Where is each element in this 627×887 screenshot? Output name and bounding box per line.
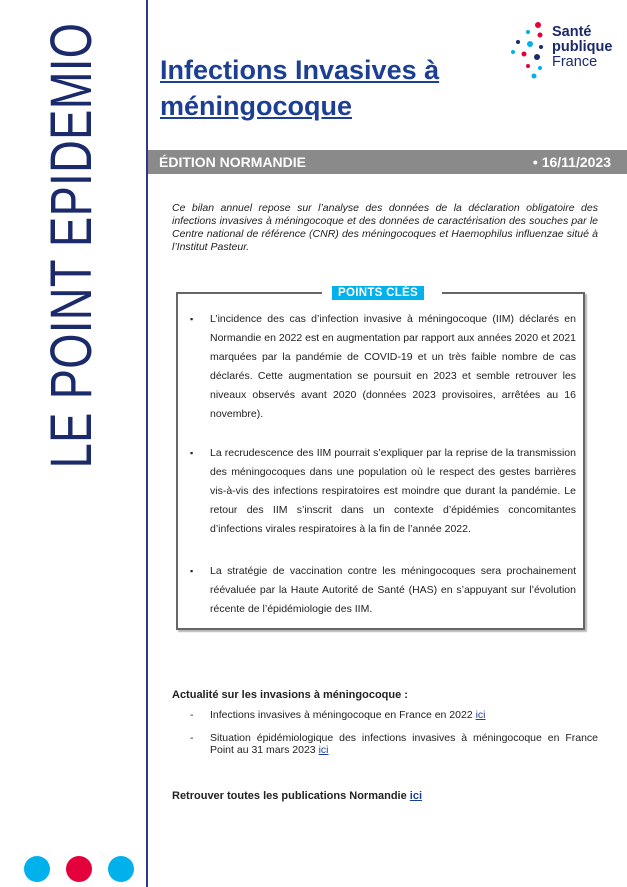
key-point-item: ▪ L’incidence des cas d’infection invasive à méningocoque (IIM) déclarés en Normandie en 2022 est en augmentation par rapport aux années 2020 et 2021 marquées par la pandémie de COVID-19 et un très faible nombre de cas déclarés. Cette augmentation se poursuit en 2023 et semble retrouver les niveaux observés avant 2020 (données 2023 provisoires, arrêtées au 16 novembre). bbox=[190, 310, 576, 424]
vertical-title-text: LE POINT EPIDEMIO bbox=[39, 22, 105, 468]
dot-3 bbox=[108, 856, 134, 882]
key-points-label: POINTS CLÉS bbox=[332, 286, 424, 300]
dot-2 bbox=[66, 856, 92, 882]
publications-line bbox=[172, 790, 422, 802]
key-point-item: ▪ La stratégie de vaccination contre les méningocoques sera prochainement réévaluée par la Haute Autorité de Santé (HAS) en s’appuyant sur l’évolution récente de l’épidémiologie des IIM. bbox=[190, 562, 576, 619]
decorative-dots bbox=[24, 856, 134, 882]
news-link-2[interactable]: ici bbox=[318, 744, 329, 756]
news-item-text: Situation épidémiologique des infections invasives à méningocoque en France Point au 31 mars 2023 bbox=[210, 731, 598, 756]
news-list bbox=[190, 709, 598, 767]
publications-text: Retrouver toutes les publications Normandie bbox=[172, 790, 410, 802]
news-item bbox=[190, 709, 598, 722]
page-title bbox=[160, 52, 439, 124]
key-points-box bbox=[176, 287, 585, 630]
edition-label: ÉDITION NORMANDIE bbox=[159, 154, 306, 170]
key-point-item: ▪ La recrudescence des IIM pourrait s’expliquer par la reprise de la transmission des méningocoques dans une population où le respect des gestes barrières vis-à-vis des infections respiratoires est moindre que durant la pandémie. Le retour des IIM s’inscrit dans un contexte d’épidémies concomitantes d’infections virales respiratoires à la fin de l’année 2022. bbox=[190, 444, 576, 539]
publications-link[interactable]: ici bbox=[409, 790, 423, 802]
news-item-text: Infections invasives à méningocoque en France en 2022 bbox=[210, 709, 476, 721]
vertical-title bbox=[16, 20, 128, 470]
news-link-1[interactable]: ici bbox=[475, 709, 486, 721]
news-heading: Actualité sur les invasions à méningocoque : bbox=[172, 689, 408, 701]
title-line-2: méningocoque bbox=[160, 91, 353, 121]
edition-banner bbox=[148, 150, 627, 174]
title-line-1: Infections Invasives à bbox=[160, 55, 440, 85]
dot-1 bbox=[24, 856, 50, 882]
logo-line-2: publique bbox=[552, 39, 613, 55]
news-item bbox=[190, 732, 598, 757]
intro-paragraph: Ce bilan annuel repose sur l’analyse des données de la déclaration obligatoire des infections invasives à méningocoque et des données de caractérisation des souches par le Centre national de référence (CNR) des méningocoques et Haemophilus influenzae situé à l’Institut Pasteur. bbox=[172, 202, 598, 253]
logo-dots-icon bbox=[510, 20, 550, 80]
sidebar-divider bbox=[146, 0, 148, 887]
logo-line-3: France bbox=[552, 54, 598, 70]
edition-date: • 16/11/2023 bbox=[532, 154, 611, 170]
logo-line-1: Santé bbox=[552, 24, 592, 40]
sante-publique-logo bbox=[510, 20, 620, 80]
